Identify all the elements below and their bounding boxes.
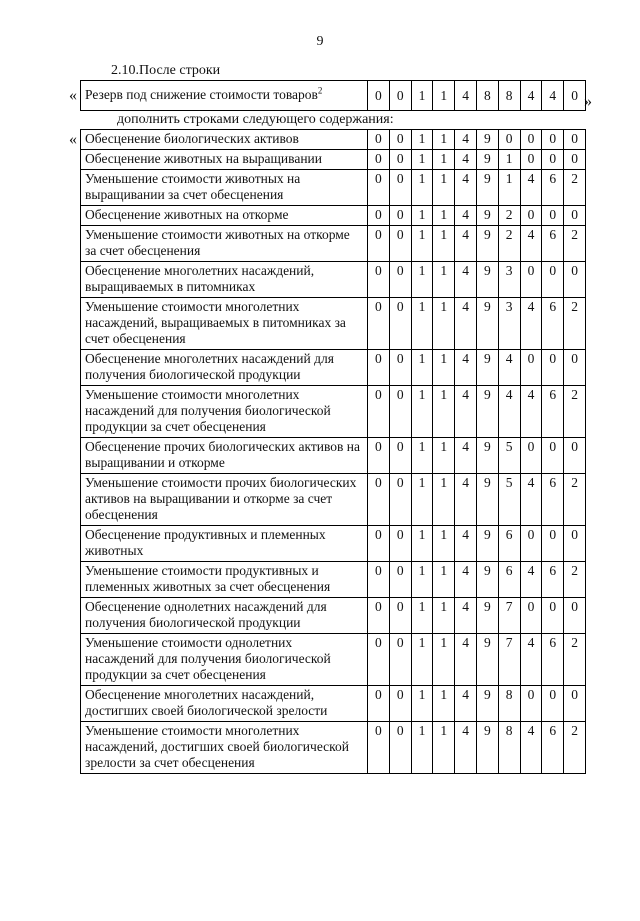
code-digit: 4: [455, 206, 477, 226]
code-digit: 6: [498, 526, 520, 562]
code-digit: 4: [455, 262, 477, 298]
table-row: [81, 262, 586, 298]
code-digit: 9: [476, 386, 498, 438]
code-digit: 0: [542, 206, 564, 226]
code-digit: 1: [433, 686, 455, 722]
code-digit: 4: [455, 130, 477, 150]
table-row: [81, 722, 586, 774]
code-digit: 8: [476, 81, 498, 111]
code-digit: 1: [411, 474, 433, 526]
code-digit: 1: [433, 438, 455, 474]
code-digit: 0: [564, 598, 586, 634]
code-digit: 6: [542, 170, 564, 206]
code-digit: 1: [411, 438, 433, 474]
code-digit: 0: [368, 634, 390, 686]
code-digit: 0: [520, 262, 542, 298]
row-label: Обесценение продуктивных и племенных животных: [81, 526, 368, 562]
table-row: [81, 206, 586, 226]
row-label: Обесценение многолетних насаждений, выращиваемых в питомниках: [81, 262, 368, 298]
code-digit: 4: [455, 81, 477, 111]
code-digit: 0: [520, 686, 542, 722]
code-digit: 9: [476, 298, 498, 350]
code-digit: 1: [411, 298, 433, 350]
new-rows-body: [81, 130, 586, 774]
row-label: Обесценение многолетних насаждений для получения биологической продукции: [81, 350, 368, 386]
existing-row-table: [80, 80, 586, 111]
code-digit: 0: [389, 206, 411, 226]
table-row: [81, 438, 586, 474]
table-row: [81, 598, 586, 634]
code-digit: 4: [498, 386, 520, 438]
code-digit: 1: [433, 562, 455, 598]
code-digit: 0: [564, 438, 586, 474]
code-digit: 0: [564, 206, 586, 226]
row-label: Обесценение животных на выращивании: [81, 150, 368, 170]
code-digit: 0: [368, 170, 390, 206]
code-digit: 0: [389, 526, 411, 562]
code-digit: 0: [389, 262, 411, 298]
code-digit: 1: [411, 350, 433, 386]
code-digit: 1: [411, 262, 433, 298]
code-digit: 4: [455, 474, 477, 526]
code-digit: 3: [498, 298, 520, 350]
code-digit: 0: [389, 81, 411, 111]
code-digit: 1: [433, 150, 455, 170]
code-digit: 6: [542, 722, 564, 774]
code-digit: 1: [433, 262, 455, 298]
instruction-after-line: 2.10.После строки: [111, 63, 221, 78]
code-digit: 0: [520, 438, 542, 474]
code-digit: 6: [542, 298, 564, 350]
code-digit: 5: [498, 438, 520, 474]
code-digit: 0: [368, 386, 390, 438]
row-label: Уменьшение стоимости однолетних насаждений для получения биологической продукции за счет обесценения: [81, 634, 368, 686]
code-digit: 9: [476, 206, 498, 226]
code-digit: 9: [476, 562, 498, 598]
code-digit: 1: [498, 170, 520, 206]
code-digit: 0: [368, 262, 390, 298]
code-digit: 0: [542, 350, 564, 386]
code-digit: 1: [433, 634, 455, 686]
code-digit: 1: [411, 598, 433, 634]
opening-quote-existing: «: [69, 87, 77, 104]
code-digit: 0: [389, 562, 411, 598]
code-digit: 2: [564, 170, 586, 206]
code-digit: 6: [498, 562, 520, 598]
table-row: [81, 526, 586, 562]
row-label: Уменьшение стоимости прочих биологических активов на выращивании и откорме за счет обесценения: [81, 474, 368, 526]
table-row: [81, 170, 586, 206]
row-label: Обесценение животных на откорме: [81, 206, 368, 226]
table-row: [81, 386, 586, 438]
code-digit: 0: [564, 526, 586, 562]
code-digit: 1: [411, 130, 433, 150]
code-digit: 4: [520, 170, 542, 206]
code-digit: 9: [476, 226, 498, 262]
code-digit: 1: [411, 386, 433, 438]
code-digit: 1: [498, 150, 520, 170]
row-label: Обесценение многолетних насаждений, достигших своей биологической зрелости: [81, 686, 368, 722]
code-digit: 0: [368, 526, 390, 562]
code-digit: 0: [389, 386, 411, 438]
table-row: [81, 226, 586, 262]
code-digit: 9: [476, 722, 498, 774]
table-row: [81, 634, 586, 686]
code-digit: 2: [564, 298, 586, 350]
code-digit: 4: [455, 598, 477, 634]
instruction-add-lines: дополнить строками следующего содержания:: [117, 112, 394, 127]
code-digit: 0: [368, 562, 390, 598]
code-digit: 0: [368, 474, 390, 526]
code-digit: 6: [542, 386, 564, 438]
row-label: Обесценение прочих биологических активов на выращивании и откорме: [81, 438, 368, 474]
code-digit: 1: [411, 150, 433, 170]
code-digit: 4: [455, 226, 477, 262]
code-digit: 4: [542, 81, 564, 111]
code-digit: 4: [520, 562, 542, 598]
code-digit: 0: [564, 81, 586, 111]
code-digit: 1: [411, 722, 433, 774]
code-digit: 0: [520, 206, 542, 226]
code-digit: 0: [542, 686, 564, 722]
code-digit: 0: [389, 350, 411, 386]
code-digit: 0: [389, 298, 411, 350]
code-digit: 0: [368, 598, 390, 634]
code-digit: 0: [564, 350, 586, 386]
code-digit: 4: [520, 634, 542, 686]
code-digit: 1: [433, 130, 455, 150]
code-digit: 0: [520, 150, 542, 170]
code-digit: 6: [542, 226, 564, 262]
code-digit: 8: [498, 81, 520, 111]
code-digit: 1: [411, 170, 433, 206]
table-row: [81, 350, 586, 386]
code-digit: 6: [542, 634, 564, 686]
table-row: [81, 562, 586, 598]
code-digit: 4: [455, 562, 477, 598]
row-label: Обесценение биологических активов: [81, 130, 368, 150]
code-digit: 2: [498, 226, 520, 262]
code-digit: 1: [411, 81, 433, 111]
code-digit: 0: [389, 226, 411, 262]
code-digit: 0: [389, 130, 411, 150]
code-digit: 4: [455, 170, 477, 206]
code-digit: 7: [498, 634, 520, 686]
code-digit: 3: [498, 262, 520, 298]
code-digit: 4: [520, 386, 542, 438]
code-digit: 2: [564, 634, 586, 686]
code-digit: 0: [520, 598, 542, 634]
code-digit: 1: [411, 526, 433, 562]
code-digit: 0: [389, 474, 411, 526]
code-digit: 0: [542, 130, 564, 150]
code-digit: 4: [455, 350, 477, 386]
row-label: Обесценение однолетних насаждений для получения биологической продукции: [81, 598, 368, 634]
code-digit: 2: [564, 386, 586, 438]
code-digit: 9: [476, 598, 498, 634]
code-digit: 0: [542, 438, 564, 474]
code-digit: 0: [564, 686, 586, 722]
code-digit: 2: [564, 722, 586, 774]
code-digit: 0: [368, 150, 390, 170]
code-digit: 4: [520, 722, 542, 774]
row-label: Уменьшение стоимости многолетних насаждений для получения биологической продукции за счет обесценения: [81, 386, 368, 438]
code-digit: 0: [389, 170, 411, 206]
row-label: Уменьшение стоимости многолетних насаждений, достигших своей биологической зрелости за счет обесценения: [81, 722, 368, 774]
row-label: Уменьшение стоимости продуктивных и племенных животных за счет обесценения: [81, 562, 368, 598]
code-digit: 4: [520, 81, 542, 111]
code-digit: 0: [368, 350, 390, 386]
code-digit: 0: [520, 526, 542, 562]
code-digit: 4: [498, 350, 520, 386]
code-digit: 1: [433, 226, 455, 262]
code-digit: 1: [411, 206, 433, 226]
code-digit: 1: [433, 722, 455, 774]
existing-row: [81, 81, 586, 111]
code-digit: 1: [433, 474, 455, 526]
table-row: [81, 298, 586, 350]
code-digit: 1: [433, 598, 455, 634]
code-digit: 8: [498, 686, 520, 722]
code-digit: 8: [498, 722, 520, 774]
table-row: [81, 130, 586, 150]
row-label: Уменьшение стоимости животных на выращивании за счет обесценения: [81, 170, 368, 206]
code-digit: 4: [520, 298, 542, 350]
code-digit: 0: [520, 350, 542, 386]
code-digit: 1: [411, 226, 433, 262]
code-digit: 0: [368, 438, 390, 474]
code-digit: 4: [520, 226, 542, 262]
code-digit: 2: [564, 226, 586, 262]
code-digit: 5: [498, 474, 520, 526]
code-digit: 1: [433, 386, 455, 438]
code-digit: 9: [476, 150, 498, 170]
code-digit: 1: [433, 170, 455, 206]
code-digit: 9: [476, 526, 498, 562]
code-digit: 4: [455, 686, 477, 722]
code-digit: 2: [564, 474, 586, 526]
code-digit: 0: [520, 130, 542, 150]
code-digit: 4: [455, 386, 477, 438]
code-digit: 9: [476, 686, 498, 722]
code-digit: 0: [368, 130, 390, 150]
new-rows-table: [80, 129, 586, 774]
code-digit: 4: [455, 634, 477, 686]
row-label: Уменьшение стоимости многолетних насаждений, выращиваемых в питомниках за счет обесценения: [81, 298, 368, 350]
footnote-marker: 2: [317, 85, 323, 96]
code-digit: 0: [564, 262, 586, 298]
code-digit: 4: [455, 438, 477, 474]
code-digit: 0: [389, 150, 411, 170]
code-digit: 2: [564, 562, 586, 598]
code-digit: 0: [542, 598, 564, 634]
code-digit: 4: [455, 150, 477, 170]
code-digit: 9: [476, 350, 498, 386]
code-digit: 1: [411, 562, 433, 598]
code-digit: 1: [433, 526, 455, 562]
page-number: 9: [316, 34, 324, 49]
code-digit: 0: [542, 150, 564, 170]
code-digit: 4: [455, 722, 477, 774]
code-digit: 0: [368, 722, 390, 774]
code-digit: 0: [542, 262, 564, 298]
table-row: [81, 150, 586, 170]
code-digit: 0: [368, 298, 390, 350]
existing-row-label: [81, 81, 368, 111]
code-digit: 0: [389, 598, 411, 634]
code-digit: 4: [455, 526, 477, 562]
opening-quote-new: «: [69, 131, 77, 148]
code-digit: 1: [433, 81, 455, 111]
table-row: [81, 686, 586, 722]
code-digit: 9: [476, 170, 498, 206]
code-digit: 0: [564, 130, 586, 150]
code-digit: 0: [368, 206, 390, 226]
code-digit: 0: [389, 686, 411, 722]
code-digit: 0: [389, 634, 411, 686]
code-digit: 7: [498, 598, 520, 634]
code-digit: 0: [564, 150, 586, 170]
code-digit: 9: [476, 438, 498, 474]
code-digit: 1: [433, 206, 455, 226]
code-digit: 0: [368, 686, 390, 722]
code-digit: 0: [389, 722, 411, 774]
code-digit: 6: [542, 474, 564, 526]
code-digit: 1: [433, 350, 455, 386]
code-digit: 0: [542, 526, 564, 562]
table-row: [81, 474, 586, 526]
code-digit: 6: [542, 562, 564, 598]
code-digit: 9: [476, 634, 498, 686]
code-digit: 0: [389, 438, 411, 474]
code-digit: 1: [411, 686, 433, 722]
code-digit: 1: [433, 298, 455, 350]
row-label: Уменьшение стоимости животных на откорме за счет обесценения: [81, 226, 368, 262]
code-digit: 0: [368, 81, 390, 111]
code-digit: 2: [498, 206, 520, 226]
code-digit: 4: [455, 298, 477, 350]
code-digit: 9: [476, 474, 498, 526]
code-digit: 9: [476, 262, 498, 298]
existing-row-label-text: Резерв под снижение стоимости товаров: [85, 87, 318, 102]
code-digit: 1: [411, 634, 433, 686]
code-digit: 4: [520, 474, 542, 526]
closing-quote-existing: »: [584, 93, 592, 110]
code-digit: 9: [476, 130, 498, 150]
code-digit: 0: [368, 226, 390, 262]
code-digit: 0: [498, 130, 520, 150]
